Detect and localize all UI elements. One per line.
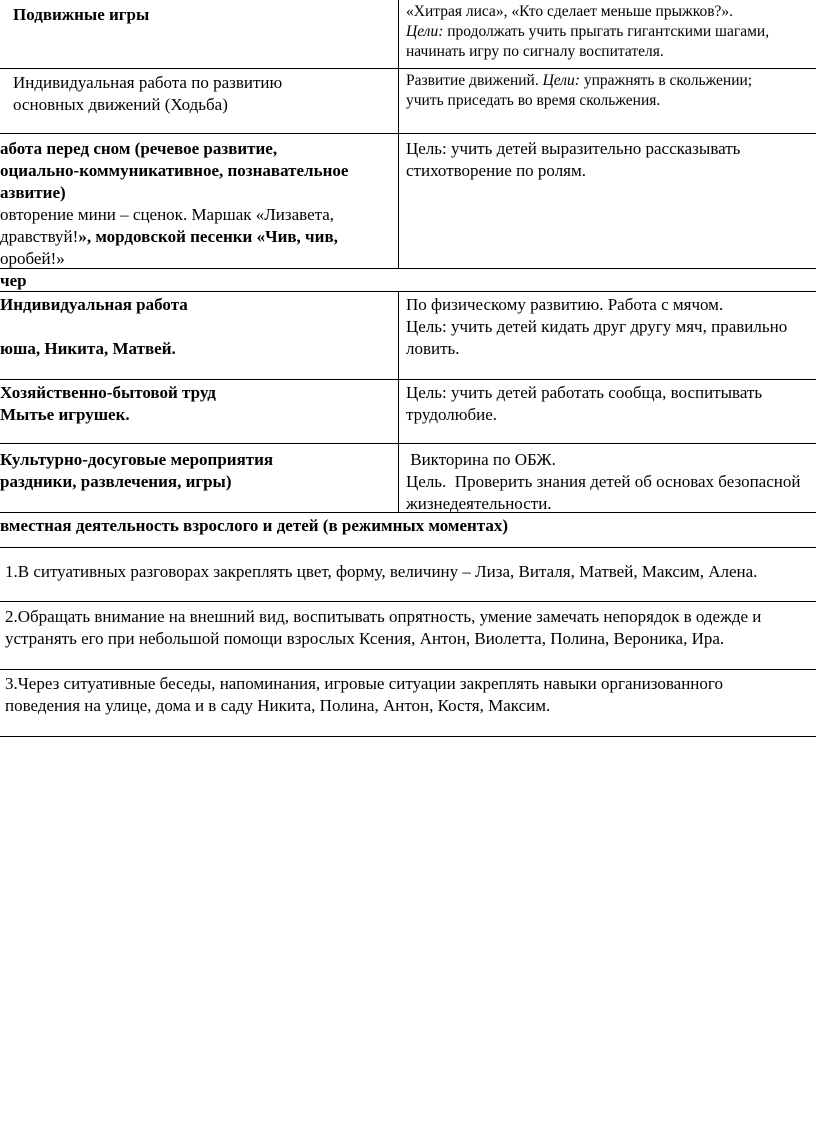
item1-line1: 1.В ситуативных разговорах закреплять цвет, форму, величину – Лиза, Виталя, Матвей, Максим, Алена. bbox=[5, 562, 758, 581]
row6-right-line2: Цель. Проверить знания детей об основах безопасной bbox=[406, 472, 801, 491]
row2-left-line1: Индивидуальная работа по развитию bbox=[13, 73, 283, 92]
row4-left-line1: Индивидуальная работа bbox=[0, 295, 188, 314]
row1-left-text: Подвижные игры bbox=[13, 5, 150, 24]
list-item bbox=[5, 606, 761, 650]
row2-right-line1 bbox=[406, 71, 752, 91]
list-item bbox=[5, 673, 723, 717]
row3-left-line5 bbox=[0, 226, 348, 248]
column-divider-bottom bbox=[398, 291, 399, 512]
row5-right-line2: трудолюбие. bbox=[406, 405, 497, 424]
column-divider-top bbox=[398, 0, 399, 268]
rule-r5-bottom bbox=[0, 443, 816, 444]
row4-right-line3: ловить. bbox=[406, 339, 460, 358]
row6-left-line2: раздники, развлечения, игры) bbox=[0, 472, 232, 491]
row2-right-line2: учить приседать во время скольжения. bbox=[406, 92, 661, 109]
rule-item1-bottom bbox=[0, 601, 816, 602]
item2-line1: 2.Обращать внимание на внешний вид, воспитывать опрятность, умение замечать непорядок в одежде и bbox=[5, 607, 762, 626]
row5-left-line2: Мытье игрушек. bbox=[0, 405, 130, 424]
section-label bbox=[0, 270, 27, 292]
row3-left-line2: оциально-коммуникативное, познавательное bbox=[0, 161, 349, 180]
row1-right-cell bbox=[406, 2, 769, 62]
row4-left-cell bbox=[0, 294, 188, 360]
row5-left-line1: Хозяйственно-бытовой труд bbox=[0, 383, 216, 402]
row5-right-cell bbox=[406, 382, 762, 426]
rule-section-bottom bbox=[0, 291, 816, 292]
row3-right-line2: стихотворение по ролям. bbox=[406, 161, 587, 180]
item3-line2: поведения на улице, дома и в саду Никита, Полина, Антон, Костя, Максим. bbox=[5, 696, 551, 715]
row4-right-cell bbox=[406, 294, 787, 360]
row6-left-cell bbox=[0, 449, 273, 493]
row3-right-cell bbox=[406, 138, 740, 182]
row2-left-cell bbox=[13, 72, 282, 116]
row2-goal-label: Цели: bbox=[542, 72, 580, 89]
row2-right-cell bbox=[406, 71, 752, 111]
row1-right-line2 bbox=[406, 22, 769, 42]
section-label-text: чер bbox=[0, 271, 27, 290]
row3-left-line5-a: дравствуй! bbox=[0, 227, 79, 246]
joint-activity-heading bbox=[0, 515, 508, 537]
row1-right-line3: начинать игру по сигналу воспитателя. bbox=[406, 43, 664, 60]
row2-topic: Развитие движений. bbox=[406, 72, 543, 89]
joint-activity-heading-text: вместная деятельность взрослого и детей (в режимных моментах) bbox=[0, 516, 509, 535]
item3-line1: 3.Через ситуативные беседы, напоминания, игровые ситуации закреплять навыки организованного bbox=[5, 674, 723, 693]
row6-right-line3: жизнедеятельности. bbox=[406, 494, 552, 513]
row3-left-line6: оробей!» bbox=[0, 249, 65, 268]
list-item bbox=[5, 561, 757, 583]
row4-right-line1: По физическому развитию. Работа с мячом. bbox=[406, 295, 724, 314]
rule-r1-bottom bbox=[0, 68, 816, 69]
row5-right-line1: Цель: учить детей работать сообща, воспитывать bbox=[406, 383, 763, 402]
row4-left-spacer bbox=[0, 316, 188, 338]
row5-left-cell bbox=[0, 382, 216, 426]
row3-right-line1: Цель: учить детей выразительно рассказывать bbox=[406, 139, 741, 158]
row4-left-line2: юша, Никита, Матвей. bbox=[0, 339, 176, 358]
row3-left-line4: овторение мини – сценок. Маршак «Лизавета, bbox=[0, 205, 335, 224]
row2-left-line2: основных движений (Ходьба) bbox=[13, 95, 228, 114]
row1-goal-text: продолжать учить прыгать гигантскими шагами, bbox=[443, 23, 770, 40]
row6-right-cell bbox=[406, 449, 800, 515]
rule-item2-bottom bbox=[0, 669, 816, 670]
rule-r4-bottom bbox=[0, 379, 816, 380]
row3-left-line1: абота перед сном (речевое развитие, bbox=[0, 139, 278, 158]
row3-left-cell bbox=[0, 138, 348, 270]
row1-goal-label: Цели: bbox=[406, 23, 444, 40]
row4-right-line2: Цель: учить детей кидать друг другу мяч, правильно bbox=[406, 317, 788, 336]
row3-left-line5-b: », мордовской песенки «Чив, чив, bbox=[78, 227, 338, 246]
rule-item3-bottom bbox=[0, 736, 816, 737]
row6-right-line1: Викторина по ОБЖ. bbox=[406, 450, 556, 469]
row2-goal-text: упражнять в скольжении; bbox=[579, 72, 753, 89]
rule-r2-bottom bbox=[0, 133, 816, 134]
row6-left-line1: Культурно-досуговые мероприятия bbox=[0, 450, 274, 469]
row1-left-cell bbox=[13, 4, 149, 26]
rule-heading-bottom bbox=[0, 547, 816, 548]
row1-right-line1: «Хитрая лиса», «Кто сделает меньше прыжков?». bbox=[406, 3, 734, 20]
item2-line2: устранять его при небольшой помощи взрослых Ксения, Антон, Виолетта, Полина, Вероника, Ира. bbox=[5, 629, 725, 648]
row3-left-line3: азвитие) bbox=[0, 183, 66, 202]
